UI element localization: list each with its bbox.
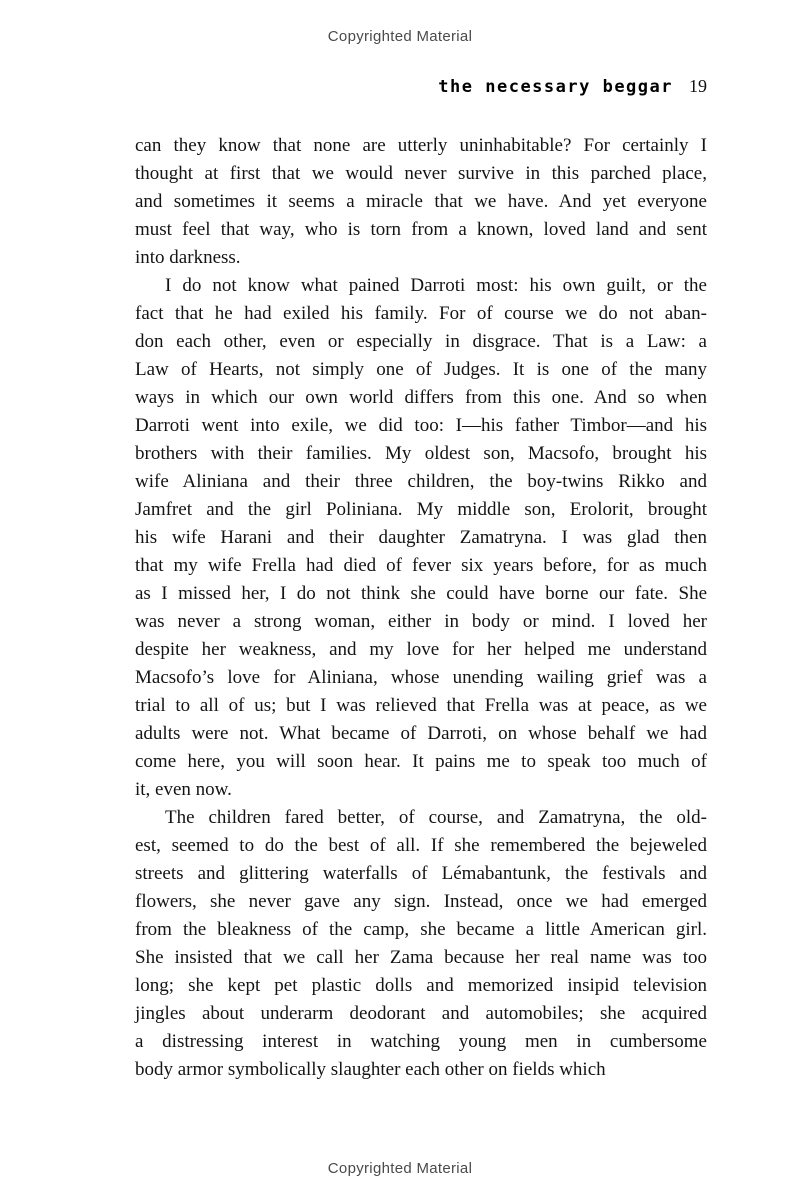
text-line: that my wife Frella had died of fever six years before, for as much — [135, 555, 707, 576]
text-line: wife Aliniana and their three children, the boy-twins Rikko and — [135, 471, 707, 492]
text-line: Law of Hearts, not simply one of Judges. It is one of the many — [135, 359, 707, 380]
text-line: his wife Harani and their daughter Zamatryna. I was glad then — [135, 527, 707, 548]
text-line: Jamfret and the girl Poliniana. My middle son, Erolorit, brought — [135, 499, 707, 520]
text-line: from the bleakness of the camp, she became a little American girl. — [135, 919, 707, 940]
text-line: fact that he had exiled his family. For of course we do not aban- — [135, 303, 707, 324]
text-line: don each other, even or especially in disgrace. That is a Law: a — [135, 331, 707, 352]
text-line: Darroti went into exile, we did too: I—his father Timbor—and his — [135, 415, 707, 436]
text-line: despite her weakness, and my love for her helped me understand — [135, 639, 707, 660]
text-line: can they know that none are utterly uninhabitable? For certainly I — [135, 135, 707, 156]
text-line: as I missed her, I do not think she could have borne our fate. She — [135, 583, 707, 604]
text-line: The children fared better, of course, and Zamatryna, the old- — [165, 807, 707, 828]
text-line: Macsofo’s love for Aliniana, whose unending wailing grief was a — [135, 667, 707, 688]
book-title: the necessary beggar — [438, 77, 673, 97]
text-line: ways in which our own world differs from this one. And so when — [135, 387, 707, 408]
paragraph — [135, 132, 707, 272]
text-line: a distressing interest in watching young men in cumbersome — [135, 1031, 707, 1052]
text-line: must feel that way, who is torn from a known, loved land and sent — [135, 219, 707, 240]
text-line: come here, you will soon hear. It pains me to speak too much of — [135, 751, 707, 772]
text-line: trial to all of us; but I was relieved that Frella was at peace, as we — [135, 695, 707, 716]
text-line: thought at first that we would never survive in this parched place, — [135, 163, 707, 184]
text-line: body armor symbolically slaughter each other on fields which — [135, 1059, 606, 1080]
text-line: streets and glittering waterfalls of Lémabantunk, the festivals and — [135, 863, 707, 884]
text-line: long; she kept pet plastic dolls and memorized insipid television — [135, 975, 707, 996]
text-line: it, even now. — [135, 779, 232, 800]
text-line: into darkness. — [135, 247, 241, 268]
text-line: adults were not. What became of Darroti, on whose behalf we had — [135, 723, 707, 744]
text-line: jingles about underarm deodorant and automobiles; she acquired — [135, 1003, 707, 1024]
copyright-notice-bottom: Copyrighted Material — [327, 1160, 473, 1177]
text-line: flowers, she never gave any sign. Instead, once we had emerged — [135, 891, 707, 912]
paragraph — [135, 804, 707, 1084]
running-header — [135, 76, 707, 97]
text-line: est, seemed to do the best of all. If she remembered the bejeweled — [135, 835, 707, 856]
page-number: 19 — [689, 76, 707, 96]
copyright-notice-top: Copyrighted Material — [327, 28, 473, 45]
text-line: was never a strong woman, either in body or mind. I loved her — [135, 611, 707, 632]
text-line: and sometimes it seems a miracle that we have. And yet everyone — [135, 191, 707, 212]
page-body — [135, 132, 707, 1084]
paragraph — [135, 272, 707, 804]
text-line: She insisted that we call her Zama because her real name was too — [135, 947, 707, 968]
text-line: brothers with their families. My oldest son, Macsofo, brought his — [135, 443, 707, 464]
text-line: I do not know what pained Darroti most: his own guilt, or the — [165, 275, 707, 296]
